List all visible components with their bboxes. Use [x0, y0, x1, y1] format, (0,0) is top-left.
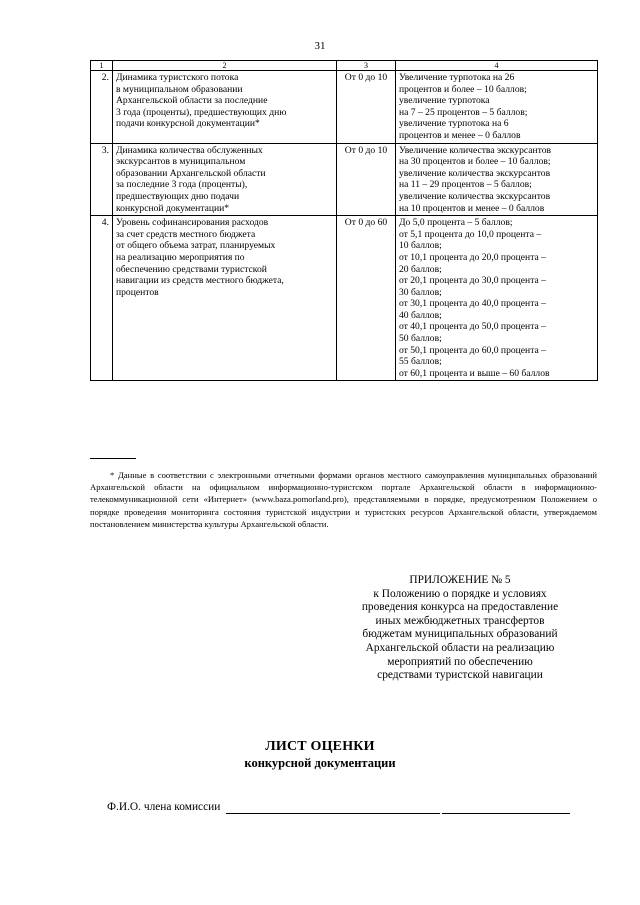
appendix-lines — [320, 588, 600, 683]
score-range: От 0 до 10 — [337, 143, 396, 216]
points-line: от 40,1 процента до 50,0 процента – — [399, 321, 546, 333]
points-line: 40 баллов; — [399, 309, 442, 321]
criterion-line: за последние 3 года (проценты), — [116, 179, 248, 191]
points-line: процентов и менее – 0 баллов — [399, 129, 521, 141]
appendix-line: иных межбюджетных трансфертов — [375, 614, 545, 627]
appendix-line: средствами туристской навигации — [377, 669, 543, 682]
points-cell — [396, 71, 598, 144]
points-line: процентов и более – 10 баллов; — [399, 83, 527, 95]
appendix-heading: ПРИЛОЖЕНИЕ № 5 — [409, 574, 511, 586]
criterion-line: подачи конкурсной документации* — [116, 118, 260, 130]
criterion-line: на реализацию мероприятия по — [116, 251, 245, 263]
points-line: Увеличение количества экскурсантов — [399, 144, 552, 156]
table-row — [91, 71, 598, 144]
points-line: на 11 – 29 процентов – 5 баллов; — [399, 179, 532, 191]
appendix-line: Архангельской области на реализацию — [365, 641, 555, 654]
footnote: * Данные в соответствии с электронными отчетными формами органов местного самоуправления муниципальных образований Архангельской области на официальном информационно-туристском портале Архангельской области в информационно-телекоммуникационной сети «Интернет» (www.baza.pomorland.pro), представляемыми в порядке, предусмотренном Положением о порядке проведения мониторинга состояния туристской индустрии и туристских ресурсов Архангельской области, утверждаемом постановлением министерства культуры Архангельской области. — [90, 470, 597, 529]
points-line: от 30,1 процента до 40,0 процента – — [399, 298, 546, 310]
points-line: от 50,1 процента до 60,0 процента – — [399, 344, 546, 356]
appendix-line: бюджетам муниципальных образований — [362, 628, 558, 641]
appendix-line: к Положению о порядке и условиях — [373, 587, 547, 600]
sheet-title — [0, 738, 640, 771]
row-number: 2. — [91, 71, 113, 144]
criterion-line: Динамика туристского потока — [116, 72, 239, 83]
points-line: от 10,1 процента до 20,0 процента – — [399, 251, 546, 263]
member-signature-line[interactable] — [442, 801, 570, 814]
table-row — [91, 143, 598, 216]
points-line: на 30 процентов и более – 10 баллов; — [399, 156, 551, 168]
points-line: 30 баллов; — [399, 286, 442, 298]
points-line: 55 баллов; — [399, 356, 442, 368]
sheet-title-main: ЛИСТ ОЦЕНКИ — [265, 739, 375, 754]
criterion-cell — [113, 71, 337, 144]
score-range: От 0 до 10 — [337, 71, 396, 144]
criterion-line: предшествующих дню подачи — [116, 190, 240, 202]
member-name-line[interactable] — [226, 801, 440, 814]
criterion-line: Динамика количества обслуженных — [116, 144, 263, 156]
points-cell — [396, 143, 598, 216]
points-cell — [396, 216, 598, 381]
criterion-line: в муниципальном образовании — [116, 83, 243, 95]
points-line: 50 баллов; — [399, 333, 442, 345]
points-line: увеличение количества экскурсантов — [399, 167, 551, 179]
criterion-line: конкурсной документации* — [116, 202, 230, 214]
points-line: увеличение турпотока — [399, 95, 490, 107]
points-line: от 60,1 процента и выше – 60 баллов — [399, 367, 550, 379]
criterion-line: образовании Архангельской области — [116, 167, 266, 179]
sheet-title-sub: конкурсной документации — [244, 756, 396, 770]
points-line: на 7 – 25 процентов – 5 баллов; — [399, 106, 528, 118]
points-line: увеличение количества экскурсантов — [399, 190, 551, 202]
points-line: 10 баллов; — [399, 240, 442, 252]
criterion-line: экскурсантов в муниципальном — [116, 156, 246, 168]
footnote-separator — [90, 458, 136, 459]
page-number: 31 — [314, 40, 326, 52]
score-range: От 0 до 60 — [337, 216, 396, 381]
column-number-row — [91, 61, 598, 71]
row-number: 4. — [91, 216, 113, 381]
member-label: Ф.И.О. члена комиссии — [107, 801, 221, 813]
points-line: на 10 процентов и менее – 0 баллов — [399, 202, 545, 214]
points-line: от 5,1 процента до 10,0 процента – — [399, 228, 542, 240]
row-number: 3. — [91, 143, 113, 216]
criteria-table-body — [91, 71, 598, 381]
criterion-line: за счет средств местного бюджета — [116, 228, 256, 240]
column-number: 1 — [91, 61, 113, 71]
criterion-line: Уровень софинансирования расходов — [116, 217, 269, 229]
criterion-line: навигации из средств местного бюджета, — [116, 275, 284, 287]
criterion-line: обеспечению средствами туристской — [116, 263, 267, 275]
column-number: 4 — [396, 61, 598, 71]
criterion-cell — [113, 143, 337, 216]
appendix-line: проведения конкурса на предоставление — [361, 601, 559, 614]
criterion-line: 3 года (проценты), предшествующих дню — [116, 106, 287, 118]
criterion-line: от общего объема затрат, планируемых — [116, 240, 276, 252]
points-line: увеличение турпотока на 6 — [399, 118, 509, 130]
points-line: 20 баллов; — [399, 263, 442, 275]
criterion-line: Архангельской области за последние — [116, 95, 268, 107]
table-row — [91, 216, 598, 381]
points-line: от 20,1 процента до 30,0 процента – — [399, 275, 546, 287]
appendix-line: мероприятий по обеспечению — [387, 655, 533, 668]
commission-member-field — [107, 800, 587, 814]
evaluation-criteria-table — [90, 60, 598, 381]
points-line: До 5,0 процента – 5 баллов; — [399, 217, 513, 229]
column-number: 2 — [113, 61, 337, 71]
criterion-cell — [113, 216, 337, 381]
column-number: 3 — [337, 61, 396, 71]
criterion-line: процентов — [116, 286, 159, 298]
appendix-block — [320, 574, 600, 683]
points-line: Увеличение турпотока на 26 — [399, 72, 515, 83]
